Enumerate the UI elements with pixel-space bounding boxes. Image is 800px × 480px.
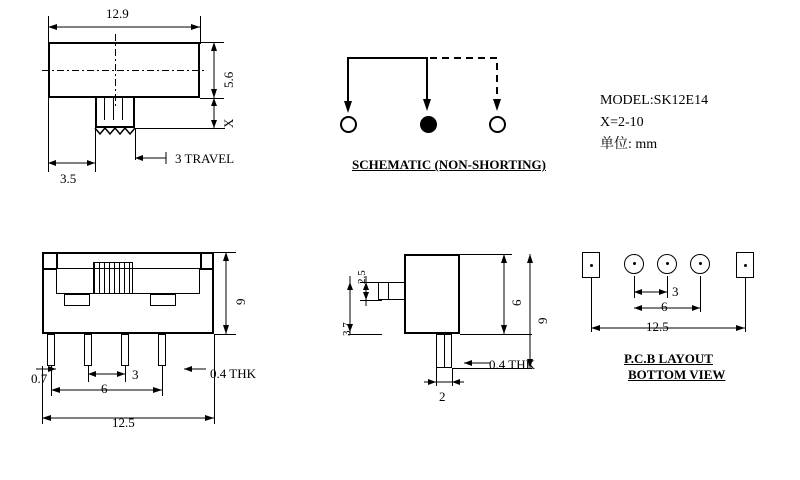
dim-label-x: X: [221, 118, 236, 128]
dim-label-side-inner: 6: [509, 299, 524, 306]
dim-label-actuator-width: 2.5: [356, 270, 368, 284]
ext-line: [214, 334, 215, 424]
x-range-label: X=2-10: [600, 115, 644, 130]
dim-label-pcb-overall: 12.5: [646, 319, 669, 334]
dim-label-offset: 3.5: [60, 171, 77, 186]
dim-label-thickness: 0.4 THK: [210, 366, 256, 381]
ext-line: [200, 16, 201, 44]
knurl-tick: [122, 98, 123, 120]
knurl-tick: [113, 98, 114, 120]
body-shoulder-right: [200, 268, 214, 270]
dim-arrow-3-5: [48, 158, 96, 168]
dim-label-front-height: 9: [233, 298, 248, 305]
dim-arrow-pitch: [88, 368, 126, 380]
front-view-actuator-hatch: [93, 262, 133, 294]
actuator-knurl: [95, 118, 137, 134]
side-view-pin-split: [444, 334, 445, 368]
model-label: MODEL:SK12E14: [600, 93, 709, 108]
dim-label-side-thickness: 0.4 THK: [489, 357, 535, 372]
dim-label-height: 5.6: [221, 71, 236, 88]
front-view-pin: [84, 334, 92, 366]
dim-label-pitch: 3: [132, 367, 139, 382]
dim-arrow-pcb-span: [634, 299, 702, 314]
pcb-caption-line2: BOTTOM VIEW: [628, 367, 726, 382]
dim-label-pcb-span: 6: [661, 299, 668, 314]
side-view-actuator: [378, 282, 406, 300]
schematic-dashed-path: [427, 55, 527, 125]
schematic-caption: SCHEMATIC (NON-SHORTING): [352, 157, 546, 172]
ext-line: [214, 334, 236, 335]
knurl-tick: [104, 98, 105, 120]
ext-line: [460, 334, 532, 335]
dim-arrow-pcb-pitch: [634, 286, 668, 298]
dim-arrow-x: [208, 98, 220, 128]
ext-line: [135, 128, 225, 129]
schematic-terminal-left: [340, 116, 357, 133]
dim-label-side-outer: 9: [535, 317, 550, 324]
front-view-pin: [158, 334, 166, 366]
pcb-hole-center-3: [699, 262, 702, 265]
dim-arrow-side-outer: [524, 254, 536, 368]
schematic-terminal-common: [420, 116, 437, 133]
schematic-terminal-right: [489, 116, 506, 133]
side-view-actuator-line: [388, 282, 389, 300]
dim-label-span: 6: [101, 381, 108, 396]
dim-arrow-front-height: [220, 252, 232, 334]
dim-label-pin-edge: 0.7: [31, 371, 48, 386]
side-view-body: [404, 254, 460, 334]
dim-arrow-thk: [176, 362, 210, 376]
dim-label-actuator-height: 3.7: [341, 322, 353, 336]
dim-label-pcb-pitch: 3: [672, 284, 679, 299]
pcb-hole-center-1: [633, 262, 636, 265]
front-view-pin: [121, 334, 129, 366]
dim-arrow-5-6: [208, 42, 220, 98]
dim-label-overall-front: 12.5: [112, 415, 135, 430]
dim-label-travel: 3 TRAVEL: [175, 151, 235, 166]
dim-arrow-pcb-overall: [591, 319, 747, 334]
pcb-mount-pad-right: [736, 252, 754, 278]
front-view-rail-right: [150, 294, 176, 306]
body-shoulder-left: [42, 268, 56, 270]
body-notch-right: [200, 252, 202, 269]
center-line-vertical: [115, 34, 116, 106]
dim-arrow-side-inner: [498, 254, 510, 334]
center-line-horizontal: [42, 70, 206, 71]
dim-arrow-pin-width: [424, 376, 466, 388]
dim-arrow-12-9: [48, 22, 200, 32]
units-label: 单位: mm: [600, 137, 658, 152]
body-notch-left: [56, 252, 58, 269]
dim-arrow-side-thk: [456, 356, 492, 370]
dim-arrow-travel: [130, 152, 172, 164]
pcb-hole-center-2: [666, 262, 669, 265]
front-view-rail-left: [64, 294, 90, 306]
dim-label-width: 12.9: [106, 6, 129, 21]
pcb-mount-pad-left: [582, 252, 600, 278]
dim-label-pin-width: 2: [439, 389, 446, 404]
pcb-caption-line1: P.C.B LAYOUT: [624, 351, 713, 366]
